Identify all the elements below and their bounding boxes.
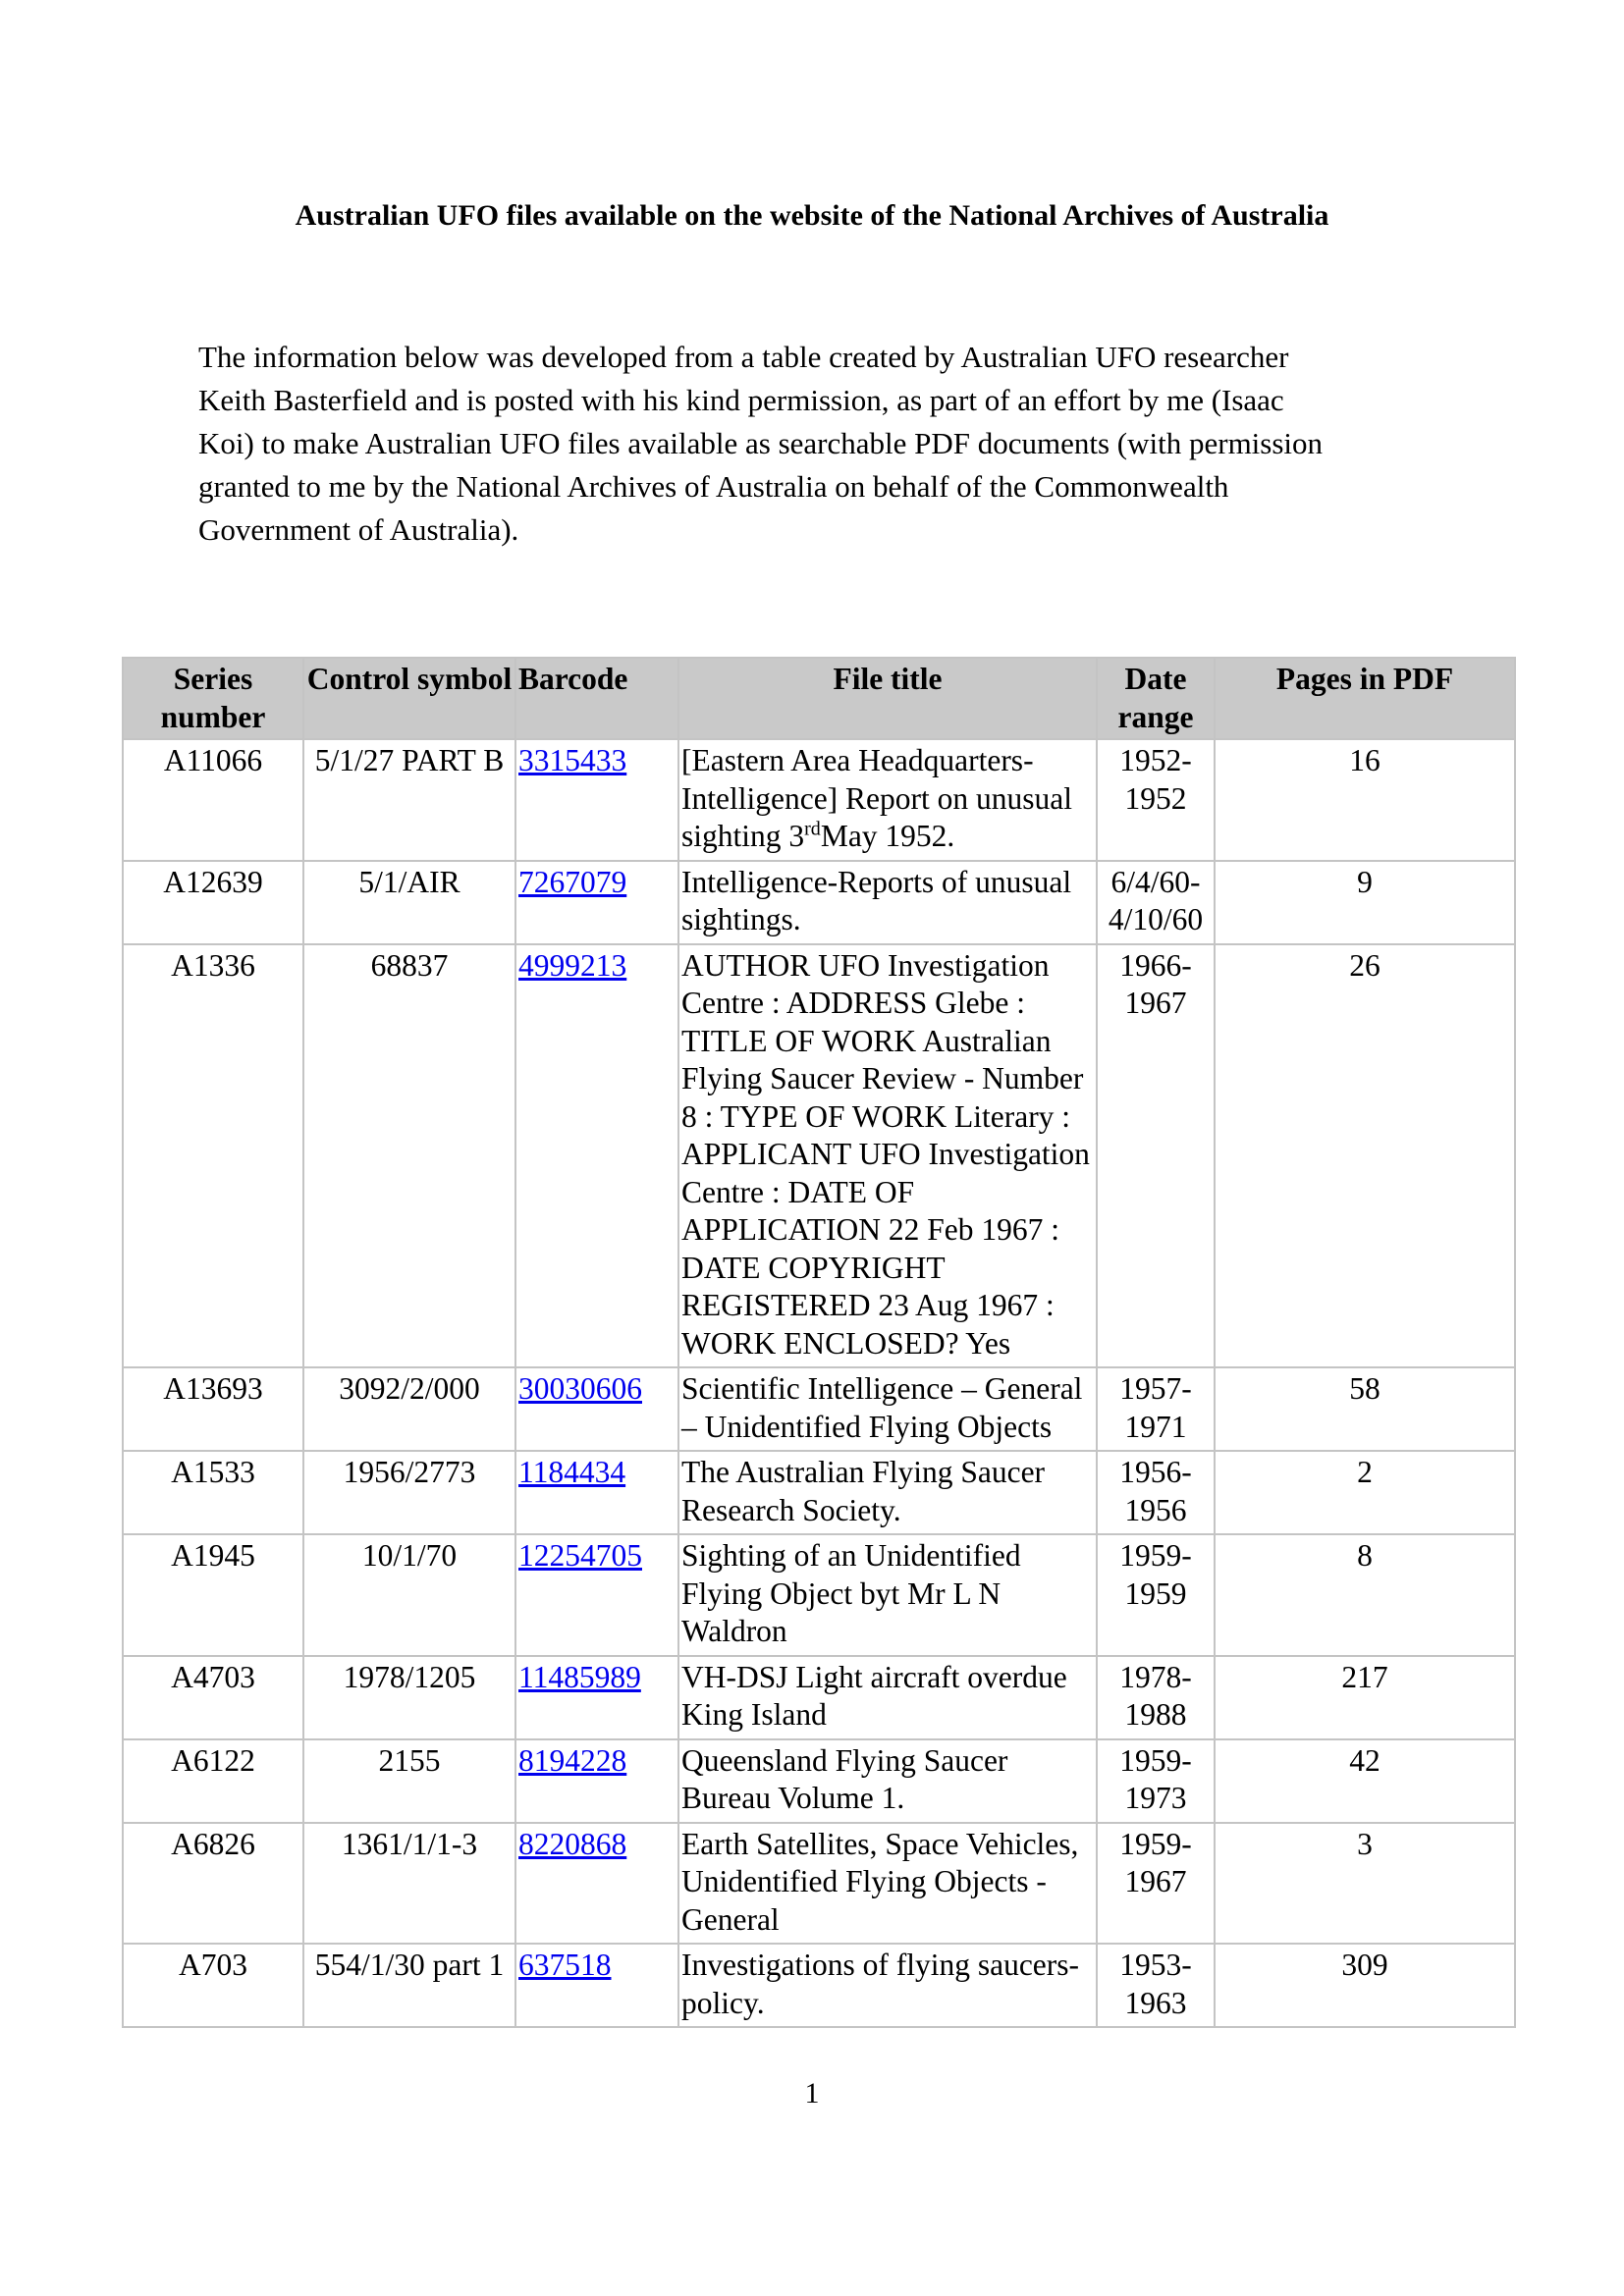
header-series-number: Series number [123, 658, 303, 739]
cell-series: A1533 [123, 1451, 303, 1534]
date-end: 4/10/60 [1108, 902, 1204, 936]
barcode-link[interactable]: 3315433 [518, 743, 627, 777]
cell-file-title: Earth Satellites, Space Vehicles, Unidentified Flying Objects - General [678, 1823, 1097, 1945]
barcode-link[interactable]: 30030606 [518, 1371, 642, 1406]
cell-control-symbol: 1956/2773 [303, 1451, 515, 1534]
file-title-text: [Eastern Area Headquarters-Intelligence] Report on unusual sighting 3 [681, 743, 1073, 853]
table-row [123, 1534, 1515, 1656]
table-row [123, 1367, 1515, 1451]
cell-pages: 217 [1215, 1656, 1515, 1739]
cell-date-range [1097, 1823, 1215, 1945]
cell-series: A12639 [123, 861, 303, 944]
barcode-link[interactable]: 12254705 [518, 1538, 642, 1573]
cell-date-range [1097, 1739, 1215, 1823]
cell-barcode [515, 1451, 678, 1534]
date-start: 1966- [1119, 947, 1192, 983]
header-date-range: Date range [1097, 658, 1215, 739]
table-row [123, 1739, 1515, 1823]
barcode-link[interactable]: 8220868 [518, 1826, 627, 1861]
page-title: Australian UFO files available on the website of the National Archives of Australia [295, 199, 1329, 232]
ufo-files-table [122, 657, 1516, 2028]
date-start: 1959- [1119, 1826, 1192, 1861]
date-start: 1959- [1119, 1538, 1192, 1573]
barcode-link[interactable]: 11485989 [518, 1659, 641, 1694]
cell-barcode [515, 739, 678, 861]
cell-control-symbol: 5/1/AIR [303, 861, 515, 944]
header-file-title: File title [678, 658, 1097, 739]
barcode-link[interactable]: 8194228 [518, 1742, 627, 1778]
cell-series: A4703 [123, 1656, 303, 1739]
barcode-link[interactable]: 7267079 [518, 864, 627, 899]
date-end: 1952 [1124, 780, 1187, 816]
cell-series: A6122 [123, 1739, 303, 1823]
cell-control-symbol: 3092/2/000 [303, 1367, 515, 1451]
cell-control-symbol: 1361/1/1-3 [303, 1823, 515, 1945]
cell-file-title: Investigations of flying saucers-policy. [678, 1944, 1097, 2027]
cell-barcode [515, 1944, 678, 2027]
cell-barcode [515, 861, 678, 944]
cell-pages: 8 [1215, 1534, 1515, 1656]
file-title-text-end: May 1952. [820, 819, 955, 853]
cell-file-title: VH-DSJ Light aircraft overdue King Island [678, 1656, 1097, 1739]
cell-series: A1945 [123, 1534, 303, 1656]
date-start: 6/4/60- [1110, 864, 1201, 899]
cell-date-range [1097, 1944, 1215, 2027]
date-start: 1953- [1119, 1948, 1192, 1982]
page-number: 1 [804, 2077, 820, 2109]
cell-date-range [1097, 1534, 1215, 1656]
cell-series: A6826 [123, 1823, 303, 1945]
cell-control-symbol: 5/1/27 PART B [303, 739, 515, 861]
cell-control-symbol: 1978/1205 [303, 1656, 515, 1739]
cell-barcode [515, 1823, 678, 1945]
date-end: 1988 [1124, 1697, 1187, 1732]
date-end: 1956 [1124, 1492, 1187, 1527]
cell-date-range [1097, 944, 1215, 1368]
header-control-symbol: Control symbol [303, 658, 515, 739]
cell-pages: 3 [1215, 1823, 1515, 1945]
date-end: 1973 [1124, 1781, 1187, 1815]
cell-control-symbol: 10/1/70 [303, 1534, 515, 1656]
cell-barcode [515, 1656, 678, 1739]
barcode-link[interactable]: 637518 [518, 1948, 612, 1982]
cell-file-title [678, 739, 1097, 861]
date-end: 1959 [1124, 1575, 1187, 1611]
cell-series: A703 [123, 1944, 303, 2027]
cell-pages: 16 [1215, 739, 1515, 861]
cell-series: A13693 [123, 1367, 303, 1451]
cell-series: A1336 [123, 944, 303, 1368]
cell-file-title: The Australian Flying Saucer Research Society. [678, 1451, 1097, 1534]
file-title-superscript: rd [804, 818, 821, 840]
cell-date-range [1097, 1451, 1215, 1534]
cell-series: A11066 [123, 739, 303, 861]
table-row [123, 944, 1515, 1368]
header-pages-in-pdf: Pages in PDF [1215, 658, 1515, 739]
date-end: 1963 [1124, 1985, 1187, 2020]
date-start: 1978- [1119, 1659, 1192, 1694]
cell-file-title: Sighting of an Unidentified Flying Object byt Mr L N Waldron [678, 1534, 1097, 1656]
cell-control-symbol: 2155 [303, 1739, 515, 1823]
cell-barcode [515, 1367, 678, 1451]
date-start: 1952- [1119, 743, 1192, 777]
cell-date-range [1097, 1656, 1215, 1739]
cell-date-range [1097, 861, 1215, 944]
table-row [123, 1944, 1515, 2027]
intro-paragraph: The information below was developed from a table created by Australian UFO researcher Keith Basterfield and is posted with his kind permission, as part of an effort by me (Isaac Koi) to make Australian UFO files available as searchable PDF documents (with permission granted to me by the National Archives of Australia on behalf of the Commonwealth Government of Australia). [198, 340, 1324, 547]
cell-pages: 58 [1215, 1367, 1515, 1451]
cell-control-symbol: 68837 [303, 944, 515, 1368]
table-row [123, 861, 1515, 944]
table-header-row [123, 658, 1515, 739]
date-end: 1967 [1124, 1864, 1187, 1898]
cell-pages: 26 [1215, 944, 1515, 1368]
cell-barcode [515, 1739, 678, 1823]
cell-file-title: AUTHOR UFO Investigation Centre : ADDRESS Glebe : TITLE OF WORK Australian Flying Saucer Review - Number 8 : TYPE OF WORK Literary : APPLICANT UFO Investigation Centre : DATE OF APPLICATION 22 Feb 1967 : DATE COPYRIGHT REGISTERED 23 Aug 1967 : WORK ENCLOSED? Yes [678, 944, 1097, 1368]
cell-file-title: Intelligence-Reports of unusual sightings. [678, 861, 1097, 944]
barcode-link[interactable]: 1184434 [518, 1455, 626, 1489]
table-row [123, 739, 1515, 861]
cell-pages: 309 [1215, 1944, 1515, 2027]
cell-control-symbol: 554/1/30 part 1 [303, 1944, 515, 2027]
cell-pages: 2 [1215, 1451, 1515, 1534]
date-start: 1957- [1119, 1371, 1192, 1406]
cell-file-title: Scientific Intelligence – General – Unidentified Flying Objects [678, 1367, 1097, 1451]
table-row [123, 1451, 1515, 1534]
barcode-link[interactable]: 4999213 [518, 947, 627, 983]
date-end: 1967 [1124, 986, 1187, 1020]
cell-barcode [515, 944, 678, 1368]
cell-file-title: Queensland Flying Saucer Bureau Volume 1. [678, 1739, 1097, 1823]
date-start: 1959- [1119, 1742, 1192, 1778]
table-row [123, 1823, 1515, 1945]
date-start: 1956- [1119, 1455, 1192, 1489]
cell-pages: 9 [1215, 861, 1515, 944]
cell-barcode [515, 1534, 678, 1656]
header-barcode: Barcode [515, 658, 678, 739]
cell-date-range [1097, 1367, 1215, 1451]
cell-date-range [1097, 739, 1215, 861]
cell-pages: 42 [1215, 1739, 1515, 1823]
date-end: 1971 [1124, 1409, 1187, 1444]
table-row [123, 1656, 1515, 1739]
